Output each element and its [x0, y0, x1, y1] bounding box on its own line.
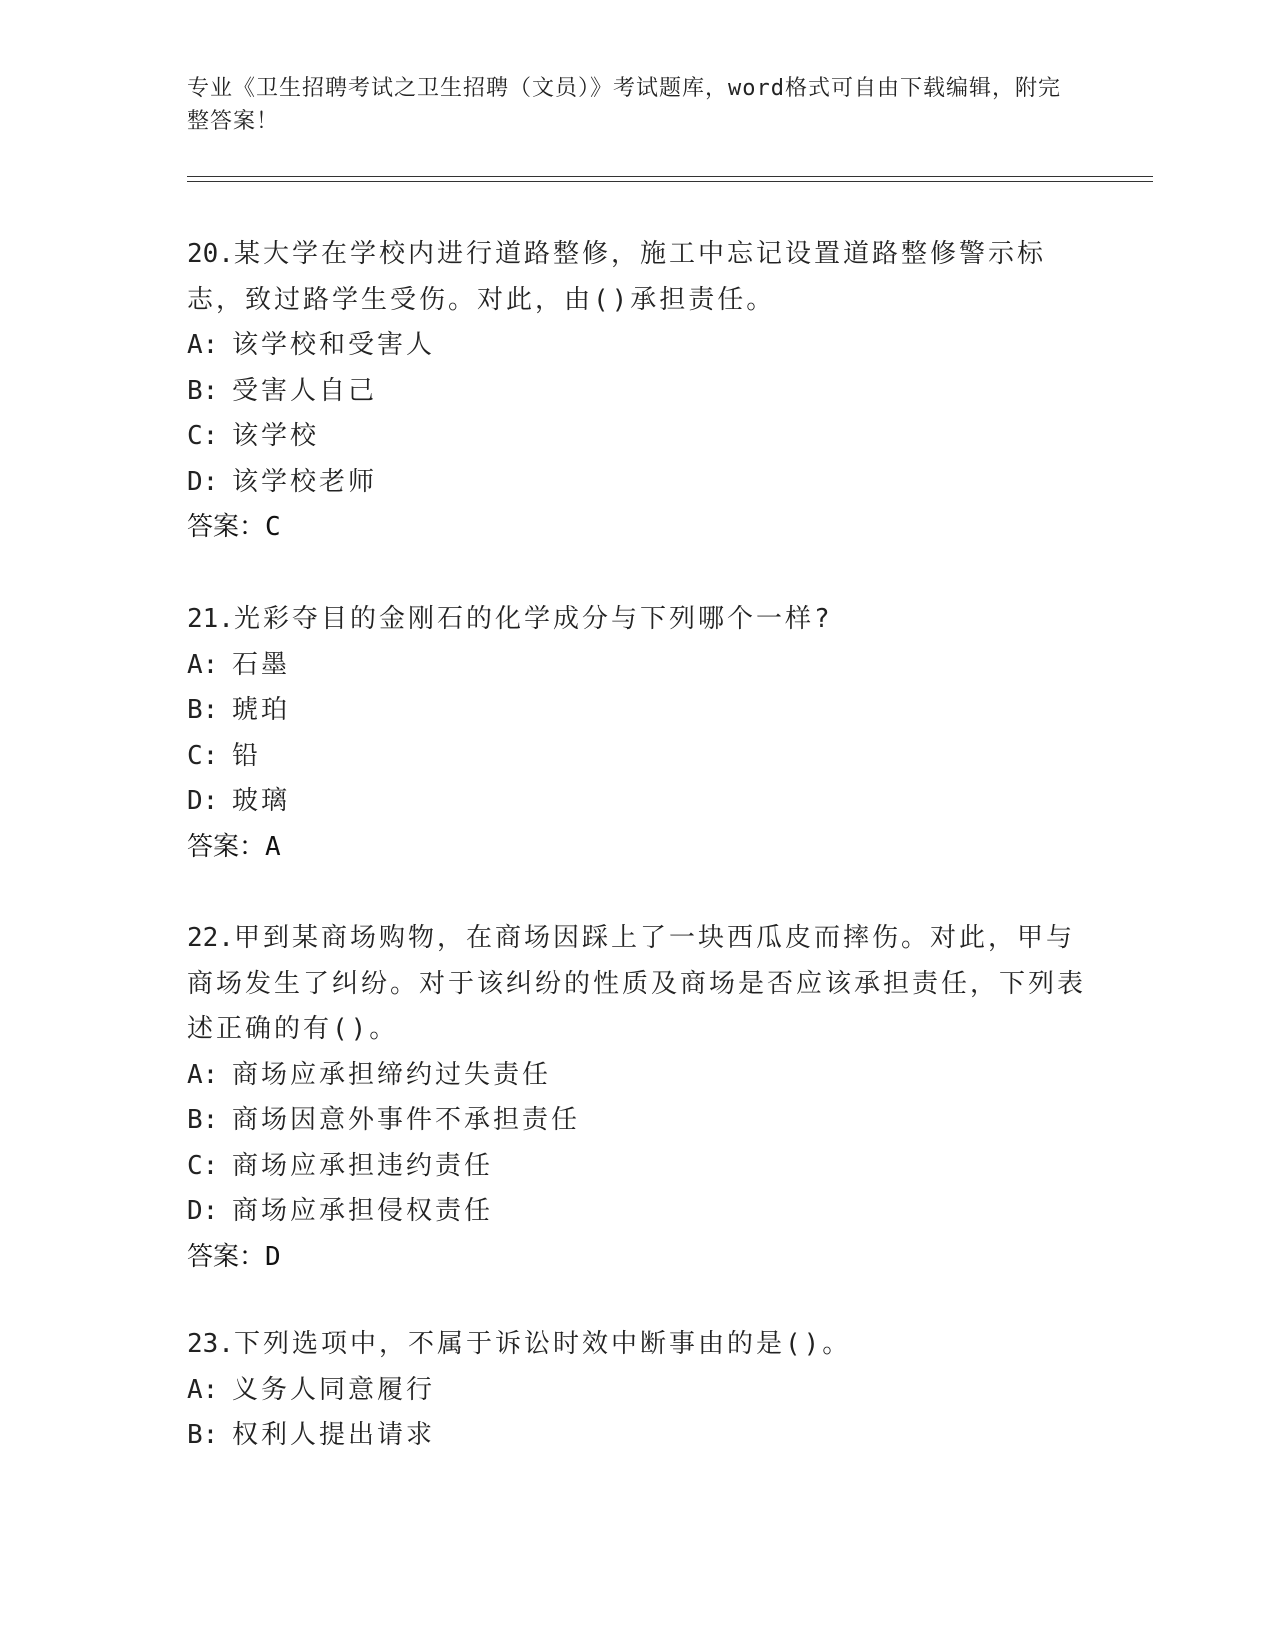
document-header: 专业《卫生招聘考试之卫生招聘（文员）》考试题库，word格式可自由下载编辑，附完整答案！ — [187, 76, 1061, 134]
option-text: 该学校老师 — [232, 466, 378, 497]
question-23 — [187, 1322, 1087, 1459]
option-text: 商场应承担缔约过失责任 — [232, 1059, 552, 1090]
option-letter: D: — [187, 786, 219, 816]
option-letter: C: — [187, 421, 219, 451]
option-d — [187, 460, 1087, 506]
answer-label: 答案： — [187, 512, 266, 542]
option-a — [187, 1368, 1087, 1414]
option-letter: B: — [187, 1420, 219, 1450]
option-d — [187, 779, 1087, 825]
answer-value: A — [265, 831, 281, 862]
option-letter: B: — [187, 1105, 219, 1135]
question-body: 下列选项中，不属于诉讼时效中断事由的是()。 — [233, 1329, 852, 1359]
question-text — [187, 597, 1087, 643]
option-text: 商场应承担侵权责任 — [232, 1196, 494, 1226]
question-number: 20. — [187, 239, 234, 269]
option-text: 石墨 — [232, 649, 291, 680]
question-text — [187, 232, 1087, 323]
option-a — [187, 1053, 1087, 1099]
option-letter: C: — [187, 740, 219, 771]
option-text: 商场应承担违约责任 — [232, 1150, 494, 1181]
question-body: 甲到某商场购物，在商场因踩上了一块西瓜皮而摔伤。对此，甲与商场发生了纠纷。对于该纠纷的性质及商场是否应该承担责任，下列表述正确的有()。 — [187, 923, 1087, 1044]
option-text: 义务人同意履行 — [232, 1374, 436, 1405]
answer-value: C — [265, 512, 281, 542]
question-text — [187, 916, 1087, 1053]
option-text: 该学校和受害人 — [232, 330, 436, 360]
answer-label: 答案： — [187, 831, 266, 862]
header-divider-bottom — [187, 181, 1153, 182]
question-number: 21. — [187, 604, 234, 634]
option-letter: B: — [187, 695, 219, 725]
option-b — [187, 1413, 1087, 1459]
option-letter: C: — [187, 1150, 219, 1181]
header-divider-top — [187, 176, 1153, 177]
option-c — [187, 734, 1087, 780]
option-letter: A: — [187, 649, 219, 680]
option-a — [187, 323, 1087, 369]
option-c — [187, 414, 1087, 460]
option-letter: D: — [187, 1196, 219, 1226]
option-text: 商场因意外事件不承担责任 — [232, 1105, 581, 1135]
option-b — [187, 688, 1087, 734]
option-b — [187, 1098, 1087, 1144]
question-22 — [187, 916, 1087, 1280]
option-letter: B: — [187, 375, 219, 406]
question-21 — [187, 597, 1087, 870]
option-c — [187, 1144, 1087, 1190]
option-a — [187, 643, 1087, 689]
question-body: 光彩夺目的金刚石的化学成分与下列哪个一样? — [233, 604, 833, 634]
option-text: 受害人自己 — [232, 375, 378, 406]
question-body: 某大学在学校内进行道路整修，施工中忘记设置道路整修警示标志，致过路学生受伤。对此，由()承担责任。 — [187, 239, 1046, 315]
option-letter: A: — [187, 1059, 219, 1090]
option-text: 琥珀 — [232, 695, 291, 725]
answer-line — [187, 1235, 1087, 1281]
answer-value: D — [265, 1241, 281, 1272]
answer-label: 答案： — [187, 1241, 266, 1272]
option-letter: A: — [187, 1374, 219, 1405]
question-number: 23. — [187, 1329, 234, 1359]
option-text: 铅 — [232, 740, 262, 771]
option-letter: A: — [187, 330, 219, 360]
question-20 — [187, 232, 1087, 551]
question-number: 22. — [187, 923, 234, 953]
option-text: 该学校 — [232, 421, 320, 451]
option-letter: D: — [187, 466, 219, 497]
answer-line — [187, 505, 1087, 551]
question-text — [187, 1322, 1087, 1368]
answer-line — [187, 825, 1087, 871]
option-b — [187, 369, 1087, 415]
option-text: 玻璃 — [232, 786, 291, 816]
option-text: 权利人提出请求 — [232, 1420, 436, 1450]
option-d — [187, 1189, 1087, 1235]
